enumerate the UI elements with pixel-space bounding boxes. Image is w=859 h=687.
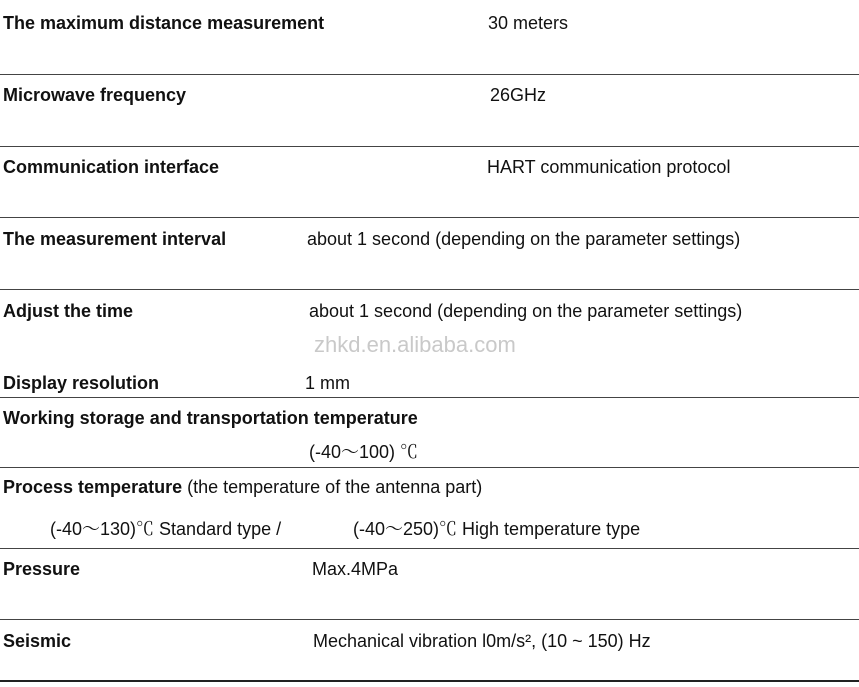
row-divider <box>0 397 859 398</box>
watermark-text: zhkd.en.alibaba.com <box>314 332 516 357</box>
interface-label: Communication interface <box>3 157 220 177</box>
row-divider <box>0 548 859 549</box>
row-divider <box>0 217 859 218</box>
resolution-value: 1 mm <box>305 373 350 393</box>
pressure-value: Max.4MPa <box>312 559 399 579</box>
interface-value: HART communication protocol <box>487 157 731 177</box>
seismic-label: Seismic <box>3 631 72 651</box>
seismic-value: Mechanical vibration l0m/s², (10 ~ 150) Hz <box>313 631 651 651</box>
row-divider <box>0 289 859 290</box>
max-distance-value: 30 meters <box>488 13 569 33</box>
storage-temp-label: Working storage and transportation temperature <box>3 408 418 428</box>
pressure-label: Pressure <box>3 559 81 579</box>
adjust-time-label: Adjust the time <box>3 301 134 321</box>
process-temp-standard: (-40～130)℃ Standard type / <box>50 519 282 539</box>
row-divider <box>0 74 859 75</box>
interval-value: about 1 second (depending on the parameter settings) <box>307 229 741 249</box>
process-temp-high: (-40～250)℃ High temperature type <box>353 519 641 539</box>
interval-label: The measurement interval <box>3 229 227 249</box>
process-temp-label: Process temperature <box>3 477 183 497</box>
table-bottom-border <box>0 680 859 682</box>
resolution-label: Display resolution <box>3 373 160 393</box>
frequency-label: Microwave frequency <box>3 85 187 105</box>
process-temp-heading <box>3 478 482 496</box>
storage-temp-value: (-40～100) ℃ <box>309 442 419 462</box>
adjust-time-value: about 1 second (depending on the parameter settings) <box>309 301 743 321</box>
process-temp-note: (the temperature of the antenna part) <box>187 477 483 497</box>
frequency-value: 26GHz <box>490 85 547 105</box>
row-divider <box>0 619 859 620</box>
row-divider <box>0 146 859 147</box>
row-divider <box>0 467 859 468</box>
max-distance-label: The maximum distance measurement <box>3 13 325 33</box>
